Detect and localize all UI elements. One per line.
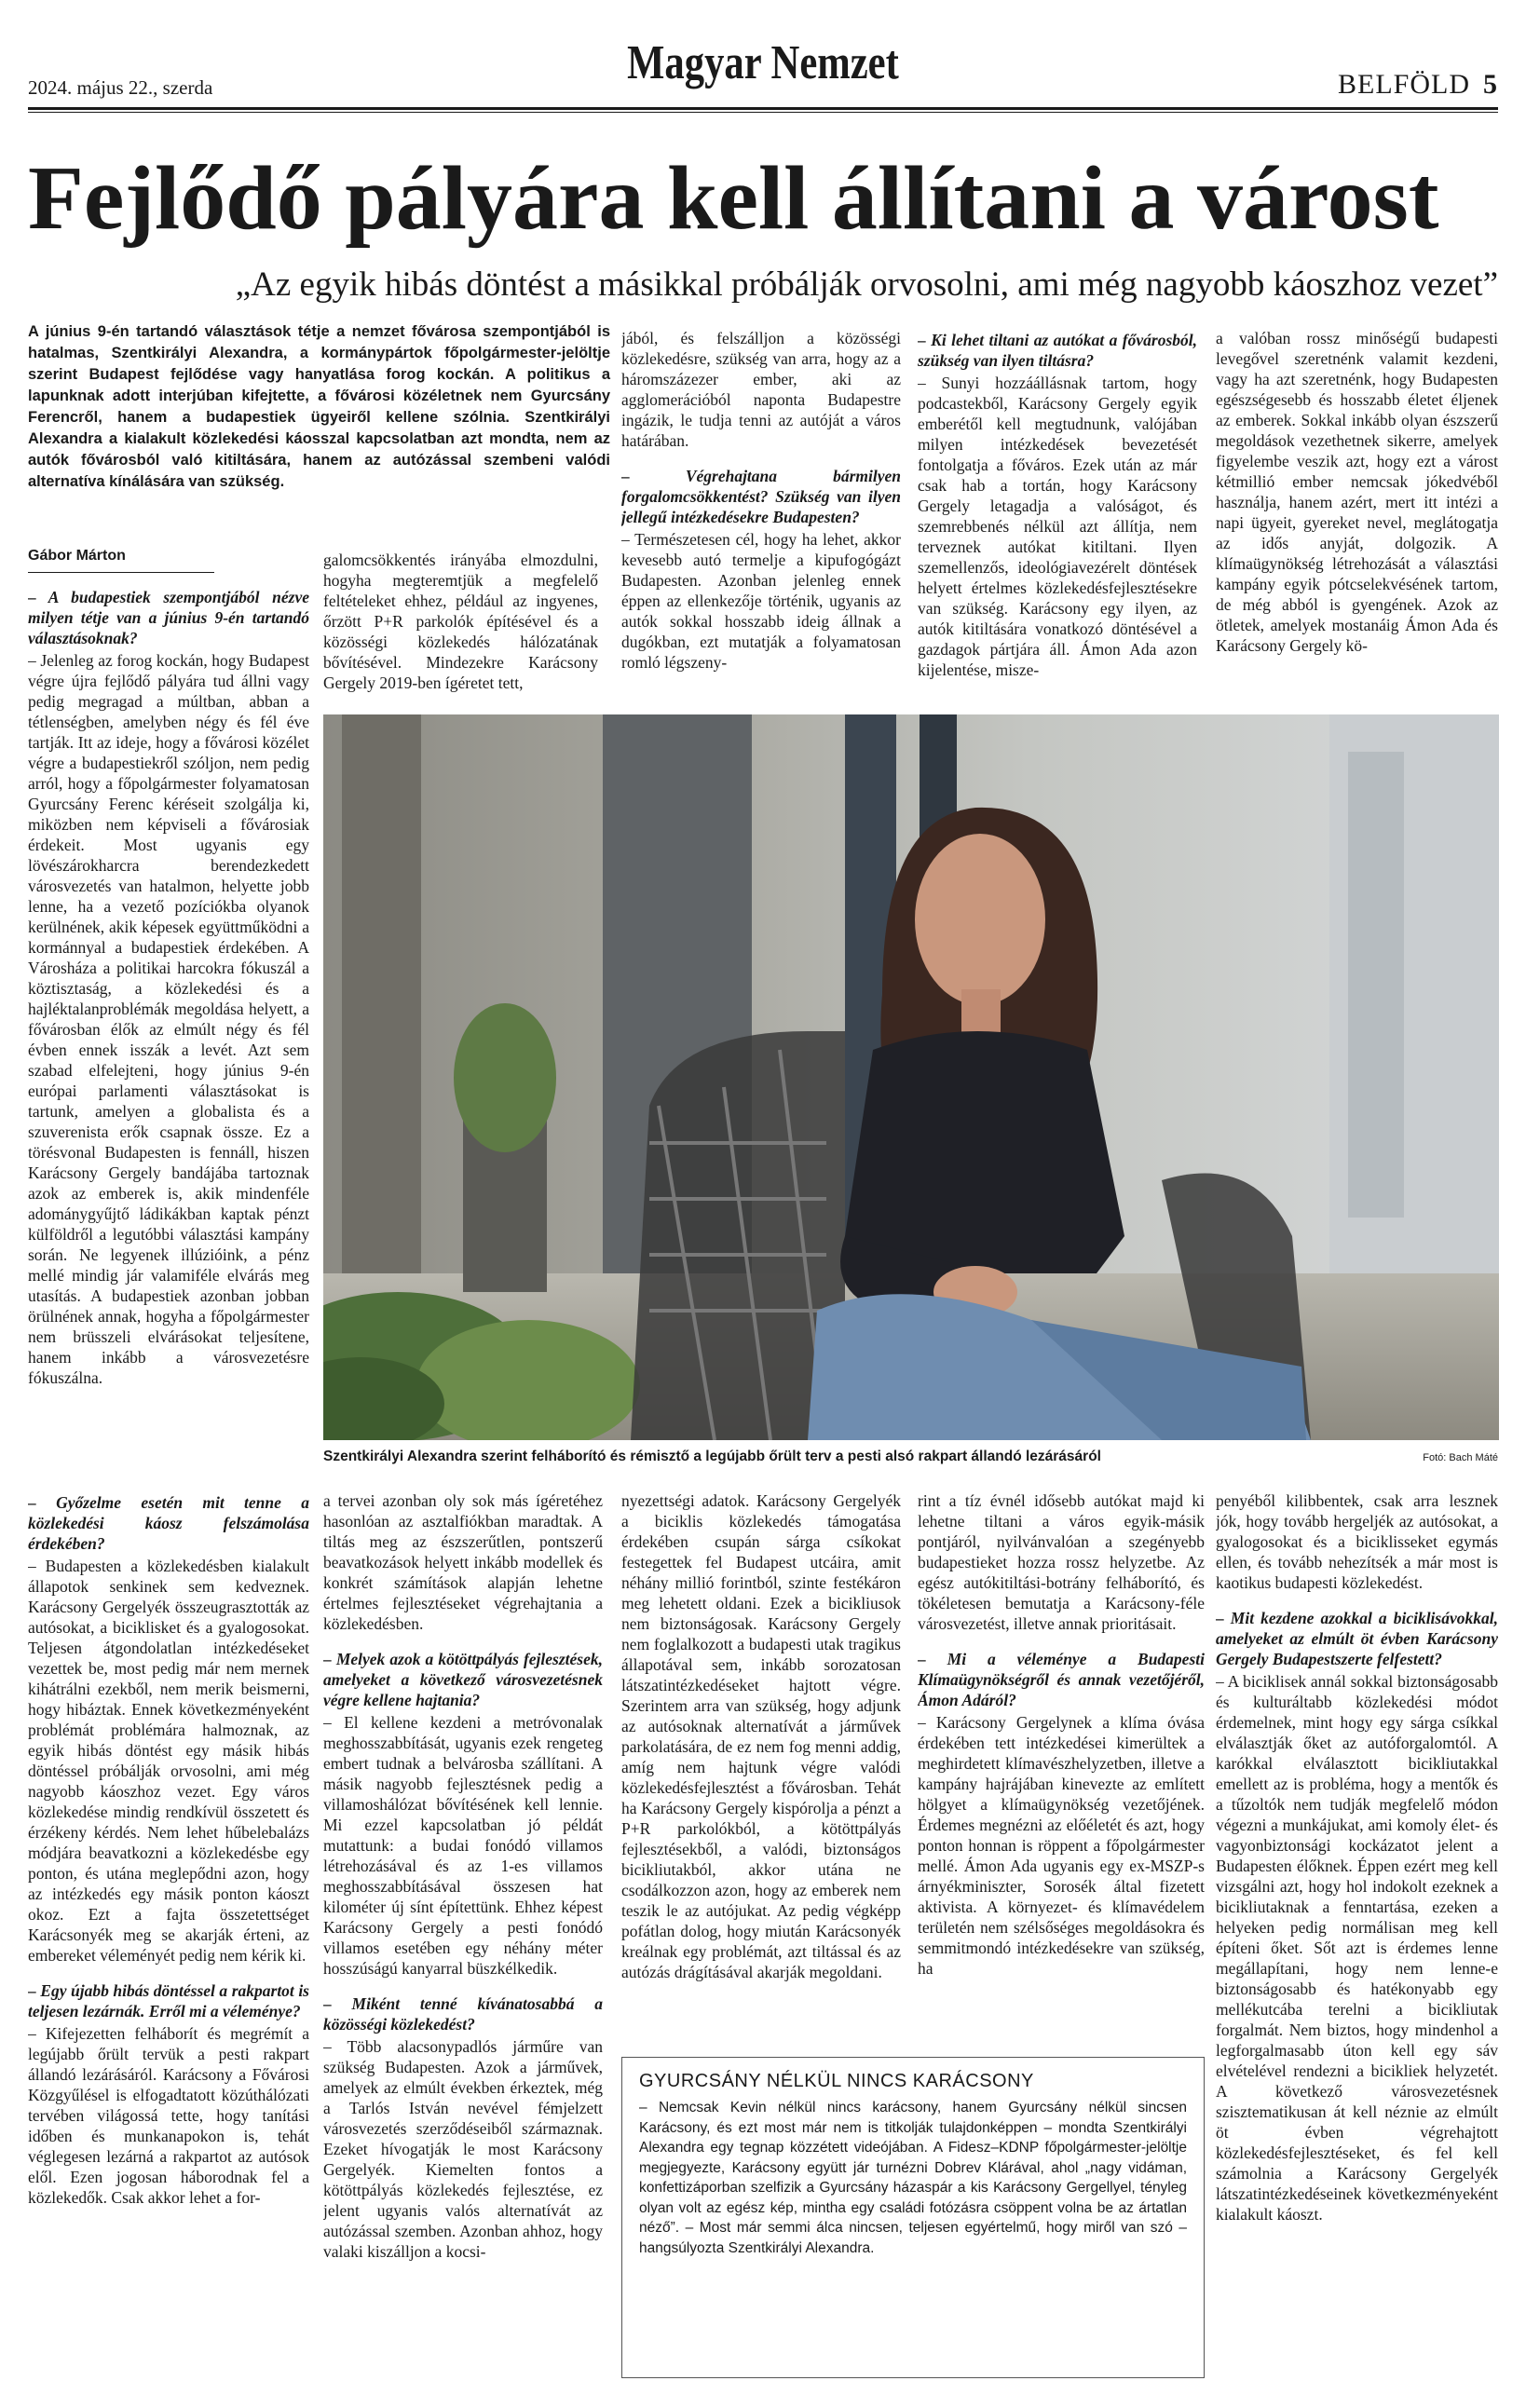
byline-rule — [28, 572, 214, 573]
body-paragraph: galomcsökkentés irányába elmozdulni, hogyha megteremtjük a megfelelő feltételeket ehhez, például az ingyenes, őrzött P+R parkolók építésével és a közösségi közlekedés hálózatának bővítésével. Mindezekre Karácsony Gergely 2019-ben ígéretet tett, — [323, 551, 598, 692]
issue-date: 2024. május 22., szerda — [28, 76, 213, 99]
interview-photo — [323, 714, 1499, 1440]
body-paragraph: – Budapesten a közlekedésben kialakult állapotok senkinek sem kedveznek. Karácsony Gergelyék összeugrasztották az autósokat, a biciklisket és a gyalogosokat. Teljesen átgondolatlan intézkedéseket vezettek be, most pedig már nem mernek kihátrálni ezekből, nem merik beismerni, hogy hibáztak. Ennek következményeként problémát problémára halmoznak, az egyik hibás döntést egy másik hibás döntéssel próbálják orvosolni, ami még nagyobb káoszhoz vezet. Egy város közlekedése mindig rendkívül összetett és érzékeny kérdés. Nem lehet hűbelebalázs módjára beavatkozni a közlekedésbe egy ponton, és utána meglepődni azon, hogy az intézkedés egy másik ponton káoszt okoz. Ezt a fajta összetettséget Karácsonyék meg se akarják érteni, az embereket véleményét pedig nem kérik ki. — [28, 1557, 309, 1965]
body-paragraph: – El kellene kezdeni a metróvonalak meghosszabbítását, ugyanis ezek rengeteg embert tudnak a belvárosba szállítani. A másik nagyobb fejlesztésnek pedig a villamoshálózat bővítésének kell lennie. Mi ezzel kapcsolatban jó példát mutattunk: a budai fonódó villamos létrehozásával és az 1-es villamos meghosszabbításával összesen hat kilométer új sínt építettünk. Ehhez képest Karácsony Gergely a pesti fonódó villamos esetében egy néhány méter hosszúságú kanyarral büszkélkedik. — [323, 1713, 603, 1978]
lower-column-2 — [323, 1490, 603, 2385]
interview-question: – Ki lehet tiltani az autókat a fővárosból, szükség van ilyen tiltásra? — [918, 331, 1197, 370]
sidebar-box — [621, 2057, 1205, 2378]
body-paragraph: – Több alacsonypadlós járműre van szükség Budapesten. Azok a járművek, amelyek az elmúlt években érkeztek, még a Tarlós István nevével fémjelzett városvezetés szerződéseiből származnak. Ezeket hívogatják le most Karácsony Gergelyék. Kiemelten fontos a kötöttpályás közlekedés fejlesztése, ez jelent ugyanis valós alternatívát az autózással szemben. Azonban ahhoz, hogy valaki kiszálljon a kocsi- — [323, 2037, 603, 2261]
portrait-photo-illustration — [323, 714, 1499, 1440]
header-rule — [28, 107, 1498, 110]
photo-credit: Fotó: Bach Máté — [1423, 1452, 1498, 1463]
lower-column-1 — [28, 1490, 309, 2385]
page-header — [28, 28, 1498, 110]
author-byline: Gábor Márton — [28, 548, 126, 564]
body-paragraph: – Természetesen cél, hogy ha lehet, akkor kevesebb autó termelje a kipufogógázt Budapesten. Azonban jelenleg ennek éppen az ellenkezője történik, ugyanis az autók sokkal hosszabb ideig állnak a dugókban, ezt mutatják a folyamatosan romló légszeny- — [621, 530, 901, 672]
upper-column-4 — [918, 328, 1197, 710]
sidebar-box-text: – Nemcsak Kevin nélkül nincs karácsony, hanem Gyurcsány nélkül sincsen Karácsony, és ezt most már nem is titkolják tulajdonképpen – mondta Szentkirályi Alexandra egy tegnap közzétett videójában. A Fidesz–KDNP főpolgármester-jelöltje megjegyezte, Karácsony együtt jár turnézni Dobrev Klárával, ahol „nagy vidáman, konfettizáporban szelfizik a Gyurcsány házaspár a kis Karácsony Gergellyel, tényleg olyan volt az egész kép, mintha egy családi fotózásra csöppent volna be az ártatlan néző”. – Most már semmi álca nincsen, teljesen egyértelmű, hogy miről van szó – hangsúlyozta Szentkirályi Alexandra. — [639, 2100, 1187, 2256]
page-number: 5 — [1483, 69, 1498, 100]
interview-question: – Melyek azok a kötöttpályás fejlesztések, amelyeket a következő városvezetésnek végre kellene hajtania? — [323, 1650, 603, 1709]
body-paragraph: – A biciklisek annál sokkal biztonságosabb és kulturáltabb közlekedési módot érdemelnek, mint hogy egy sárga csíkkal elválasztják őket az autóforgalomtól. A karókkal elválasztott bicikliutakkal emellett az is probléma, hogy a mentők és a tűzoltók nem tudják megfelelő módon végezni a munkájukat, ami komoly élet- és vagyonbiztonsági kockázatot jelent a Budapesten élőknek. Éppen ezért meg kell vizsgálni azt, hogy hol indokolt ezeknek a bicikliutaknak a fenntartása, ezeken a helyeken pedig normálisan meg kell építeni őket. Sőt azt is érdemes lenne megállapítani, hogy nem lenne-e biztonságosabb és hatékonyabb egy mellékutcába terelni a bicikliutak forgalmát. Nem biztos, hogy mindenhol a legforgalmasabb úton kell egy sáv elvételével rendezni a bicikliek helyzetét. A következő városvezetésnek szisztematikusan át kell néznie az elmúlt öt évben végrehajtott közlekedésfejlesztéseket, és fel kell számolnia a Karácsony Gergelyék látszatintézkedéseinek következményeként kialakult káoszt. — [1216, 1672, 1498, 2224]
article-lead: A június 9-én tartandó választások tétje a nemzet fővárosa szempontjából is hatalmas, Szentkirályi Alexandra, a kormánypártok főpolgármester-jelöltje szerint Budapest fejlődése vagy hanyatlása forog kockán. A politikus a lapunknak adott interjúban kifejtette, a fővárosi közéletnek nem Gyurcsány Ferencről, hanem a budapestiek ügyeiről kellene szólnia. Szentkirályi Alexandra a kialakult közlekedési káosszal kapcsolatban azt mondta, nem az autók fővárosból való kitiltására, hanem az autózással szembeni valódi alternatíva kínálására van szükség. — [28, 323, 610, 490]
interview-question: – Győzelme esetén mit tenne a közlekedési káosz felszámolása érdekében? — [28, 1493, 309, 1553]
body-paragraph: jából, és felszálljon a közösségi közlekedésre, szükség van arra, hogy az a háromszázezer ember, aki az agglomerációból naponta Budapestre ingázik, le tudja tenni az autóját a város határában. — [621, 329, 901, 450]
body-paragraph: penyéből kilibbentek, csak arra lesznek jók, hogy tovább hergeljék az autósokat, a gyalogosokat és a biciklisseket egymás ellen, és tovább nehezítsék a már most is kaotikus budapesti közlekedést. — [1216, 1491, 1498, 1592]
upper-column-1 — [28, 585, 309, 1470]
interview-question: – A budapestiek szempontjából nézve milyen tétje van a június 9-én tartandó választásoknak? — [28, 588, 309, 647]
article-subheadline: „Az egyik hibás döntést a másikkal próbálják orvosolni, ami még nagyobb káoszhoz vezet” — [235, 265, 1498, 304]
interview-question: – Egy újabb hibás döntéssel a rakpartot is teljesen lezárnák. Erről mi a véleménye? — [28, 1981, 309, 2020]
upper-column-5 — [1216, 328, 1498, 710]
body-paragraph: – Sunyi hozzáállásnak tartom, hogy podcastekből, Karácsony Gergely egyik emberétől kell megtudnunk, valójában milyen intézkedések bevezetését fontolgatja a főváros. Ezek után az már csak hab a tortán, hogy Karácsony Gergely letagadja a valóságot, és szemrebbenés nélkül azt állítja, nem terveznek autókat kitiltani. Ilyen szemellenzős, ideológiavezérelt döntések helyett értelmes közlekedésfejlesztésekre van szükség. Karácsony egy ilyen, az autók kitiltására vonatkozó döntésével a gazdagok pártjára áll. Ámon Ada azon kijelentése, misze- — [918, 374, 1197, 679]
body-paragraph: – Karácsony Gergelynek a klíma óvása érdekében tett intézkedései kimerültek a meghirdetett klímavészhelyzetben, illetve a kampány hajrájában kinevezte az említett hölgyet a klímaügynökség vezetőjének. Érdemes megnézni az előéletét és azt, hogy ponton honnan is röppent a főpolgármester mellé. Ámon Ada ugyanis egy ex-MSZP-s árnyékminiszter, Sorosék által fizetett aktivista. A környezet- és klímavédelem területén nem szélsőséges megoldásokra és semmitmondó intézkedésekre van szükség, ha — [918, 1713, 1205, 1978]
masthead-logo: Magyar Nemzet — [627, 36, 899, 89]
interview-question: – Miként tenné kívánatosabbá a közösségi közlekedést? — [323, 1994, 603, 2034]
section-name: BELFÖLD — [1338, 69, 1470, 100]
section-label — [1338, 69, 1498, 101]
sidebar-box-title: GYURCSÁNY NÉLKÜL NINCS KARÁCSONY — [639, 2071, 1034, 2091]
interview-question: – Végrehajtana bármilyen forgalomcsökkentést? Szükség van ilyen jellegű intézkedésekre Budapesten? — [621, 467, 901, 526]
upper-column-3 — [621, 328, 901, 710]
body-paragraph: – Jelenleg az forog kockán, hogy Budapest végre újra fejlődő pályára tud állni vagy pedig megragad a múltban, abban a tétlenségben, amelyben négy és fél éve tartják. Itt az ideje, hogy a fővárosi közélet végre a budapestiekről szóljon, nem pedig arról, hogy a főpolgármester folyamatosan Gyurcsány Ferenc kéréseit szolgálja ki, miközben nem képviseli a fővárosiak érdekeit. Most ugyanis egy lövészárokharcra berendezkedett városvezetés van hatalmon, helyette jobb lenne, ha a vezető pozíciókba olyanok kerülnének, akik képesek együttműködni a kormánnyal a budapestiek érdekében. A Városháza a politikai harcokra fókuszál a köztisztaság, a közlekedési és a hajléktalanproblémák megoldása helyett, a fővárosban élők az elmúlt négy és fél évben ennek isszák a levét. Azt sem szabad elfelejteni, hogy június 9-én európai parlamenti választásokat is tartunk, amelyen a globalista és a szuverenista erők csapnak össze. Ez a törésvonal Budapesten is fennáll, hiszen Karácsony Gergely bandájába tartoznak azok az emberek is, akik mindenféle adománygyűjtő ládikákban kaptak pénzt külföldről a legutóbbi választási kampány során. Ne legyenek illúzióink, a pénz mellé mindig jár valamiféle elvárás meg utasítás. A budapestiek azonban jobban örülnének annak, hogyha a főpolgármester nem brüsszeli elvárásokat teljesítene, hanem inkább a városvezetésre fókuszálna. — [28, 651, 309, 1387]
lower-column-5 — [1216, 1490, 1498, 2385]
lower-column-3 — [621, 1490, 901, 2045]
article-headline: Fejlődő pályára kell állítani a várost — [28, 148, 1439, 249]
body-paragraph: a valóban rossz minőségű budapesti levegővel szeretnénk valamit kezdeni, vagy ha azt szeretnénk, hogy Budapesten egészségesebb és hosszabb életet éljenek az emberek. Sokkal inkább olyan észszerű megoldások vezethetnek sikerre, amelyek figyelembe veszik azt, hogy ezt a várost kétmillió ember nemcsak jókedvéből használja, hanem azért, mert itt intézi a napi ügyeit, gyereket nevel, meglátogatja az idős anyját, dolgozik. A klímaügynökség létrehozását a választási kampány egyik pótcselekvésének tartom, de még abból is gyengének. Azok az ötletek, amelyek mostanáig Ámon Ada és Karácsony Gergely kö- — [1216, 329, 1498, 655]
body-paragraph: nyezettségi adatok. Karácsony Gergelyék a biciklis közlekedés támogatása érdekében csupán sárga csíkokat festegettek fel Budapest utcáira, amit néhány millió forintból, szinte festékáron meg lehetett oldani. Ezek a bicikliusok nem biztonságosak. Karácsony Gergely nem foglalkozott a budapesti utak tragikus állapotával sem, inkább sorozatosan látszatintézkedéseket hajtott végre. Szerintem arra van szükség, hogy adjunk az autósoknak alternatívát a járművek parkolatására, de ez nem fog menni addig, amíg nem hajtunk végre valódi közlekedésfejlesztést a fővárosban. Tehát ha Karácsony Gergely kispórolja a pénzt a P+R parkolókból, a kötöttpályás fejlesztésekből, a valódi, biztonságos bicikliutakból, akkor utána ne csodálkozzon azon, hogy az emberek nem teszik le az autójukat. Az pedig végképp pofátlan dolog, hogy miután Karácsonyék kreálnak egy problémát, azt tiltással és az autózás drágításával akarják megoldani. — [621, 1491, 901, 1981]
interview-question: – Mi a véleménye a Budapesti Klímaügynökségről és annak vezetőjéről, Ámon Adáról? — [918, 1650, 1205, 1709]
interview-question: – Mit kezdene azokkal a biciklisávokkal, amelyeket az elmúlt öt évben Karácsony Gergely Budapestszerte felfestett? — [1216, 1609, 1498, 1668]
lower-column-4 — [918, 1490, 1205, 2045]
header-rule-thin — [28, 112, 1498, 113]
body-paragraph: rint a tíz évnél idősebb autókat majd ki lehetne tiltani a város egyik-másik pontjáról, nyilvánvalóan a szegényebb budapestieket hozza rossz helyzetbe. Az egész autókitiltási-botrány felháborító, és tökéletesen bemutatja a Karácsony-féle városvezetést, illetve annak prioritásait. — [918, 1491, 1205, 1633]
body-paragraph: – Kifejezetten felháborít és megrémít a legújabb őrült tervük a pesti rakpart állandó lezárásáról. Karácsony a Fővárosi Közgyűlésel is elfogadtatott közúthálózati tervében világossá tette, hogy tanítási időben és munkanapokon is, tehát véglegesen lezárná a rakpartot az autósok elől. Ezen jogosan háborodnak fel a közlekedők. Csak akkor lehet a for- — [28, 2024, 309, 2207]
upper-column-2 — [323, 550, 598, 710]
body-paragraph: a tervei azonban oly sok más ígéretéhez hasonlóan az asztalfiókban maradtak. A tiltás meg az észszerűtlen, pontszerű beavatkozások helyett inkább modellek és konkrét számítások alapján lehetne értelmes fejlesztéseket végrehajtania a közlekedésben. — [323, 1491, 603, 1633]
photo-caption: Szentkirályi Alexandra szerint felháborító és rémisztő a legújabb őrült terv a pesti alsó rakpart állandó lezárásáról — [323, 1449, 1101, 1464]
